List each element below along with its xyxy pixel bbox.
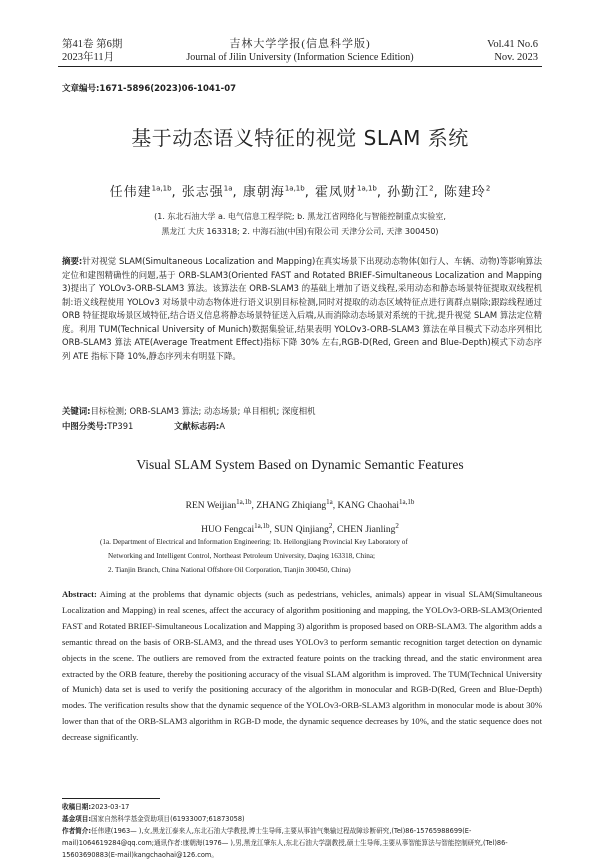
author-separator: , xyxy=(433,185,444,200)
author-name: CHEN Jianling xyxy=(337,525,396,536)
author-separator: , xyxy=(332,501,338,512)
author-affiliation-mark: 1a,1b xyxy=(254,522,270,531)
author-name: HUO Fengcai xyxy=(201,525,255,536)
abstract-en-label: Abstract: xyxy=(62,589,97,599)
affiliation-en-line: Networking and Intelligent Control, Northeast Petroleum University, Daqing 163318, China; xyxy=(108,552,376,560)
footnote-label: 基金项目: xyxy=(62,815,92,823)
author-name: 霍凤财 xyxy=(314,185,357,200)
clc-label: 中图分类号: xyxy=(62,421,108,431)
doc-code-label: 文献标志码: xyxy=(174,421,220,431)
footnotes xyxy=(62,801,544,861)
footnote-label: 收稿日期: xyxy=(62,803,92,811)
footnote-label: 作者简介: xyxy=(62,827,92,835)
author-affiliation-mark: 1a,1b xyxy=(236,498,252,506)
author-affiliation-mark: 1a,1b xyxy=(356,184,377,193)
abstract-cn-label: 摘要: xyxy=(62,256,83,266)
author xyxy=(315,185,377,200)
volume-issue-cn: 第41卷 第6期 xyxy=(62,39,123,50)
author xyxy=(337,522,399,536)
author xyxy=(185,498,252,512)
author-separator: , xyxy=(269,525,275,536)
abstract-en-text: Aiming at the problems that dynamic objects (such as pedestrians, vehicles, animals) appear in visual SLAM(Simultaneous Localization and Mapping) in real scenes, affect the accuracy of algorithm positioning and mapping, the YOLOv3-ORB-SLAM3(Oriented FAST and Rotated BRIEF-Simultaneous Localization and Mapping 3) algorithm is proposed based on ORB-SLAM3. The algorithm adds a semantic thread on the basis of ORB-SLAM3, and the thread uses YOLOv3 to perform semantic recognition target detection on dynamic objects in the scene. The outliers are removed from the extracted feature points on the tracking thread, and the static environment area extracted by the ORB feature, thereby the positioning accuracy of the visual SLAM algorithm is improved. The TUM(Technical University of Munich) data set is used to verify the positioning accuracy of the algorithm in monocular and RGB-D(Red, Green and Blue-Depth) modes. The verification results show that the dynamic sequence of the YOLOv3-ORB-SLAM3 algorithm in monocular mode is about 30% lower than that of the ORB-SLAM3 algorithm in RGB-D mode, the dynamic sequence decreases by 10%, and the static sequence does not decrease significantly. xyxy=(62,589,542,743)
author-name: REN Weijian xyxy=(185,501,237,512)
author-affiliation-mark: 2 xyxy=(395,522,399,531)
affiliation-en-line: (1a. Department of Electrical and Information Engineering; 1b. Heilongjiang Provincial Key Laboratory of xyxy=(100,538,408,546)
author-name: 孙勤江 xyxy=(387,185,430,200)
affiliation-en-line: 2. Tianjin Branch, China National Offshore Oil Corporation, Tianjin 300450, China) xyxy=(108,566,351,574)
title-en: Visual SLAM System Based on Dynamic Semantic Features xyxy=(136,457,464,472)
header-rule xyxy=(58,66,542,67)
author-affiliation-mark: 2 xyxy=(485,184,491,193)
author-name: 任伟建 xyxy=(109,185,152,200)
abstract-cn xyxy=(62,255,542,363)
author-affiliation-mark: 1a,1b xyxy=(399,498,415,506)
author-affiliation-mark: 1a xyxy=(326,498,333,506)
keywords-cn-label: 关键词: xyxy=(62,406,91,416)
article-number: 文章编号:1671-5896(2023)06-1041-07 xyxy=(62,84,237,94)
author-separator: , xyxy=(376,185,388,200)
author xyxy=(387,185,433,200)
footnote-rule xyxy=(62,798,160,799)
header-volume-cn xyxy=(62,38,122,64)
author xyxy=(274,522,333,536)
author-name: KANG Chaohai xyxy=(337,501,400,512)
author xyxy=(444,185,490,200)
author-name: ZHANG Zhiqiang xyxy=(256,501,327,512)
date-en: Nov. 2023 xyxy=(494,52,538,63)
journal-name-cn: 吉林大学学报(信息科学版) xyxy=(229,38,371,50)
footnote-text: 2023-03-17 xyxy=(91,803,130,811)
author-name: SUN Qinjiang xyxy=(274,525,329,536)
affiliation-cn xyxy=(0,209,600,239)
abstract-en xyxy=(62,587,542,746)
author-affiliation-mark: 2 xyxy=(429,184,434,193)
author-separator: , xyxy=(251,501,257,512)
keywords-cn-text: 目标检测; ORB-SLAM3 算法; 动态场景; 单目相机; 深度相机 xyxy=(90,406,316,416)
author xyxy=(182,185,233,200)
author xyxy=(337,498,415,512)
author-name: 张志强 xyxy=(181,185,224,200)
footnote-funding xyxy=(62,813,544,825)
author xyxy=(256,498,333,512)
author-separator: , xyxy=(171,185,182,200)
footnote-bio xyxy=(62,825,544,861)
doc-code-value: A xyxy=(219,421,226,431)
footnote-received xyxy=(62,801,544,813)
author-affiliation-mark: 1a xyxy=(223,184,233,193)
header-volume-en xyxy=(487,38,538,64)
author-separator: , xyxy=(232,185,243,200)
authors-en-line xyxy=(0,492,600,516)
header-journal xyxy=(150,38,450,64)
author xyxy=(201,522,270,536)
abstract-cn-text: 针对视觉 SLAM(Simultaneous Localization and Mapping)在真实场景下出现动态物体(如行人、车辆、动物)等影响算法定位和建图精确性的问题,基于 ORB-SLAM3(Oriented FAST and Rotated BRIEF-Simultaneous Localization and Mapping 3)提出了 YOLOv3-ORB-SLAM3 算法。该算法在 ORB-SLAM3 的基础上增加了语义线程,采用动态和静态场景特征提取双线程机制:语义线程使用 YOLOv3 对场景中动态物体进行语义识别目标检测,同时对提取的动态区域特征点进行离群点剔除;跟踪线程通过 ORB 特征提取场景区域特征,结合语义信息将静态场景特征送入后端,从而消除动态场景对系统的干扰,提升视觉 SLAM 算法定位精度。利用 TUM(Technical University of Munich)数据集验证,结果表明 YOLOv3-ORB-SLAM3 算法在单目模式下动态序列相比 ORB-SLAM3 算法 ATE(Average Treatment Effect)指标下降 30% 左右,RGB-D(Red, Green and Blue-Depth)模式下动态序列 ATE 指标下降 10%,静态序列未有明显下降。 xyxy=(62,256,542,361)
author xyxy=(110,185,172,200)
author-separator: , xyxy=(304,185,315,200)
date-cn: 2023年11月 xyxy=(62,52,115,63)
affiliation-cn-line: 黑龙江 大庆 163318; 2. 中海石油(中国)有限公司 天津分公司, 天津 300450) xyxy=(161,227,439,236)
footnote-text: 国家自然科学基金资助项目(61933007;61873058) xyxy=(91,815,245,823)
clc-value: TP391 xyxy=(107,421,134,431)
author-name: 康朝海 xyxy=(242,185,285,200)
authors-en xyxy=(0,492,600,540)
author-separator: , xyxy=(332,525,338,536)
authors-cn xyxy=(0,181,600,200)
affiliation-en xyxy=(100,535,540,577)
title-cn: 基于动态语义特征的视觉 SLAM 系统 xyxy=(131,126,469,150)
footnote-text: 任伟建(1963— ),女,黑龙江泰来人,东北石油大学教授,博士生导师,主要从事油气集输过程故障诊断研究,(Tel)86-15765988699(E-mail)1064619284@qq.com;通讯作者:康朝海(1976— ),男,黑龙江肇东人,东北石油大学副教授,硕士生导师,主要从事智能算法与智能控制研究,(Tel)86-15603690883(E-mail)kangchaohai@126.com。 xyxy=(62,827,508,859)
keywords-cn xyxy=(62,405,542,417)
journal-name-en: Journal of Jilin University (Information Science Edition) xyxy=(186,52,414,63)
author-name: 陈建玲 xyxy=(443,185,486,200)
author-affiliation-mark: 1a,1b xyxy=(284,184,305,193)
classification xyxy=(62,420,225,432)
author-affiliation-mark: 1a,1b xyxy=(151,184,172,193)
affiliation-cn-line: (1. 东北石油大学 a. 电气信息工程学院; b. 黑龙江省网络化与智能控制重点实验室, xyxy=(154,212,446,221)
author-affiliation-mark: 2 xyxy=(328,522,333,531)
volume-issue-en: Vol.41 No.6 xyxy=(487,39,538,50)
author xyxy=(243,185,305,200)
